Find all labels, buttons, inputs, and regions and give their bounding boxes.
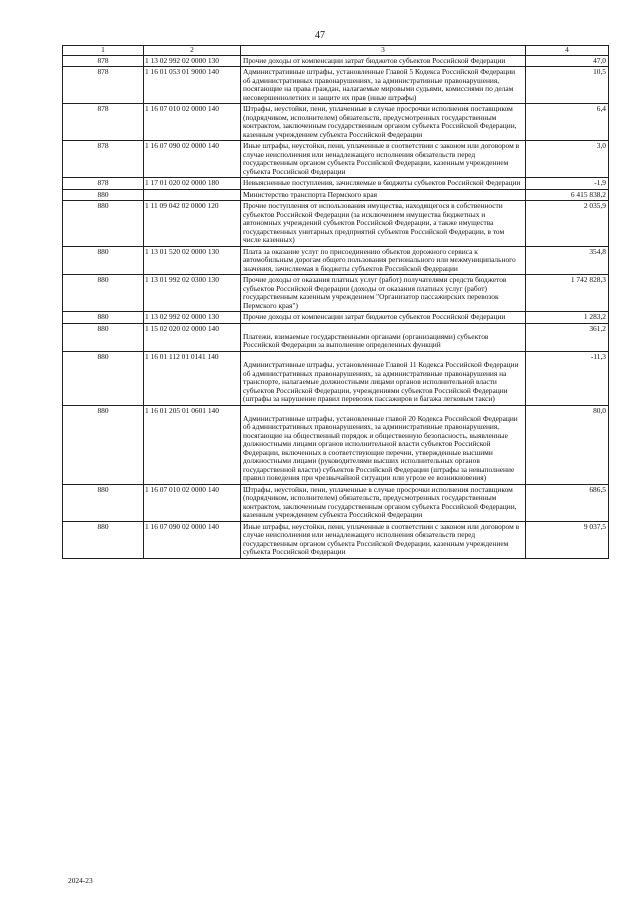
- admin-code-cell: 880: [63, 323, 144, 351]
- admin-code-cell: 878: [63, 178, 144, 190]
- admin-code-cell: 880: [63, 312, 144, 324]
- budget-code-cell: 1 13 02 992 02 0000 130: [144, 312, 241, 324]
- amount-cell: 1 742 828,3: [526, 275, 609, 312]
- revenue-name-cell: Иные штрафы, неустойки, пени, уплаченные в соответствии с законом или договором в случае неисполнения или ненадлежащего исполнения обязательств перед государственным органом субъекта Российской Федерации, казенным учреждением субъекта Российской Федерации: [241, 521, 526, 558]
- amount-cell: 10,5: [526, 67, 609, 104]
- admin-code-cell: 880: [63, 246, 144, 275]
- admin-code-cell: 880: [63, 275, 144, 312]
- revenue-name-cell: Прочие доходы от оказания платных услуг (работ) получателями средств бюджетов субъектов Российской Федерации (доходы от оказания платных услуг (работ) государственным казенным учреждением "Организатор пассажирских перевозок Пермского края"): [241, 275, 526, 312]
- table-row: [63, 312, 609, 324]
- revenue-name-cell: Штрафы, неустойки, пени, уплаченные в случае просрочки исполнения поставщиком (подрядчиком, исполнителем) обязательств, предусмотренных государственным контрактом, заключенным государственным органом субъекта Российской Федерации, казенным учреждением субъекта Российской Федерации: [241, 104, 526, 141]
- admin-code-cell: 878: [63, 55, 144, 67]
- table-row: [63, 189, 609, 201]
- table-row: [63, 201, 609, 247]
- budget-code-cell: 1 16 07 010 02 0000 140: [144, 484, 241, 521]
- revenue-name-cell: Невыясненные поступления, зачисляемые в бюджеты субъектов Российской Федерации: [241, 178, 526, 190]
- budget-code-cell: 1 17 01 020 02 0000 180: [144, 178, 241, 190]
- amount-cell: 354,8: [526, 246, 609, 275]
- budget-code-cell: 1 13 01 992 02 0300 130: [144, 275, 241, 312]
- amount-cell: 6,4: [526, 104, 609, 141]
- revenue-name-cell: Административные штрафы, установленные Главой 11 Кодекса Российской Федерации об административных правонарушениях, за административные правонарушения на транспорте, налагаемые должностными лицами органов исполнительной власти субъектов Российской Федерации, учреждениями субъектов Российской Федерации (штрафы за нарушение правил перевозок пассажиров и багажа легковым такси): [241, 351, 526, 405]
- budget-code-cell: 1 16 01 205 01 0601 140: [144, 405, 241, 484]
- column-number: 4: [526, 46, 609, 56]
- amount-cell: 6 415 838,2: [526, 189, 609, 201]
- table-body: [63, 55, 609, 558]
- admin-code-cell: 880: [63, 521, 144, 558]
- budget-code-cell: 1 13 02 992 02 0000 130: [144, 55, 241, 67]
- table-row: [63, 405, 609, 484]
- admin-code-cell: 880: [63, 201, 144, 247]
- amount-cell: 80,0: [526, 405, 609, 484]
- table-row: [63, 55, 609, 67]
- amount-cell: 47,0: [526, 55, 609, 67]
- revenue-name-cell: Административные штрафы, установленные Главой 5 Кодекса Российской Федерации об административных правонарушениях, за административные правонарушения, посягающие на права граждан, налагаемые мировыми судьями, комиссиями по делам несовершеннолетних и защите их прав (иные штрафы): [241, 67, 526, 104]
- revenue-name-cell: Иные штрафы, неустойки, пени, уплаченные в соответствии с законом или договором в случае неисполнения или ненадлежащего исполнения обязательств перед государственным органом субъекта Российской Федерации, казенным учреждением субъекта Российской Федерации: [241, 141, 526, 178]
- revenue-name-cell: Прочие доходы от компенсации затрат бюджетов субъектов Российской Федерации: [241, 312, 526, 324]
- admin-code-cell: 878: [63, 67, 144, 104]
- table-row: [63, 275, 609, 312]
- budget-code-cell: 1 15 02 020 02 0000 140: [144, 323, 241, 351]
- revenue-name-cell: Административные штрафы, установленные главой 20 Кодекса Российской Федерации об административных правонарушениях, за административные правонарушения, посягающие на общественный порядок и общественную безопасность, выявленные должностными лицами органов исполнительной власти субъектов Российской Федерации, включенных в соответствующие перечни, утвержденные высшими должностными лицами (руководителями высших исполнительных органов государственной власти) субъектов Российской Федерации (штрафы за невыполнение правил поведения при чрезвычайной ситуации или угрозе ее возникновения): [241, 405, 526, 484]
- admin-code-cell: 880: [63, 351, 144, 405]
- table-row: [63, 67, 609, 104]
- column-number-row: [63, 46, 609, 56]
- revenue-name-cell: Штрафы, неустойки, пени, уплаченные в случае просрочки исполнения поставщиком (подрядчиком, исполнителем) обязательств, предусмотренных государственным контрактом, заключенным государственным органом субъекта Российской Федерации, казенным учреждением субъекта Российской Федерации: [241, 484, 526, 521]
- table-row: [63, 323, 609, 351]
- amount-cell: 2 035,9: [526, 201, 609, 247]
- column-number: 1: [63, 46, 144, 56]
- budget-code-cell: 1 16 01 053 01 9000 140: [144, 67, 241, 104]
- revenue-name-cell: Прочие поступления от использования имущества, находящегося в собственности субъектов Российской Федерации (за исключением имущества бюджетных и автономных учреждений субъектов Российской Федерации, а также имущества государственных унитарных предприятий субъектов Российской Федерации, в том числе казенных): [241, 201, 526, 247]
- admin-code-cell: 878: [63, 141, 144, 178]
- admin-code-cell: 880: [63, 484, 144, 521]
- amount-cell: 1 283,2: [526, 312, 609, 324]
- amount-cell: 3,0: [526, 141, 609, 178]
- revenue-name-cell: Министерство транспорта Пермского края: [241, 189, 526, 201]
- column-number: 2: [144, 46, 241, 56]
- revenue-name-cell: Платежи, взимаемые государственными органами (организациями) субъектов Российской Федерации за выполнение определенных функций: [241, 323, 526, 351]
- admin-code-cell: 878: [63, 104, 144, 141]
- table-row: [63, 178, 609, 190]
- amount-cell: 686,5: [526, 484, 609, 521]
- budget-code-cell: 1 13 01 520 02 0000 130: [144, 246, 241, 275]
- table-row: [63, 141, 609, 178]
- budget-code-cell: [144, 189, 241, 201]
- admin-code-cell: 880: [63, 405, 144, 484]
- column-number: 3: [241, 46, 526, 56]
- table-row: [63, 104, 609, 141]
- amount-cell: 9 037,5: [526, 521, 609, 558]
- budget-code-cell: 1 16 07 090 02 0000 140: [144, 141, 241, 178]
- table-row: [63, 484, 609, 521]
- table-row: [63, 521, 609, 558]
- admin-code-cell: 880: [63, 189, 144, 201]
- amount-cell: 361,2: [526, 323, 609, 351]
- revenue-name-cell: Плата за оказание услуг по присоединению объектов дорожного сервиса к автомобильным дорогам общего пользования регионального или межмуниципального значения, зачисляемая в бюджеты субъектов Российской Федерации: [241, 246, 526, 275]
- table-row: [63, 246, 609, 275]
- budget-code-cell: 1 16 07 010 02 0000 140: [144, 104, 241, 141]
- revenue-name-cell: Прочие доходы от компенсации затрат бюджетов субъектов Российской Федерации: [241, 55, 526, 67]
- amount-cell: -1,9: [526, 178, 609, 190]
- revenue-table: [62, 45, 609, 559]
- budget-code-cell: 1 16 01 112 01 0141 140: [144, 351, 241, 405]
- table-row: [63, 351, 609, 405]
- budget-code-cell: 1 16 07 090 02 0000 140: [144, 521, 241, 558]
- amount-cell: -11,3: [526, 351, 609, 405]
- budget-code-cell: 1 11 09 042 02 0000 120: [144, 201, 241, 247]
- document-code: 2024-23: [68, 876, 93, 885]
- page-number: 47: [315, 30, 325, 41]
